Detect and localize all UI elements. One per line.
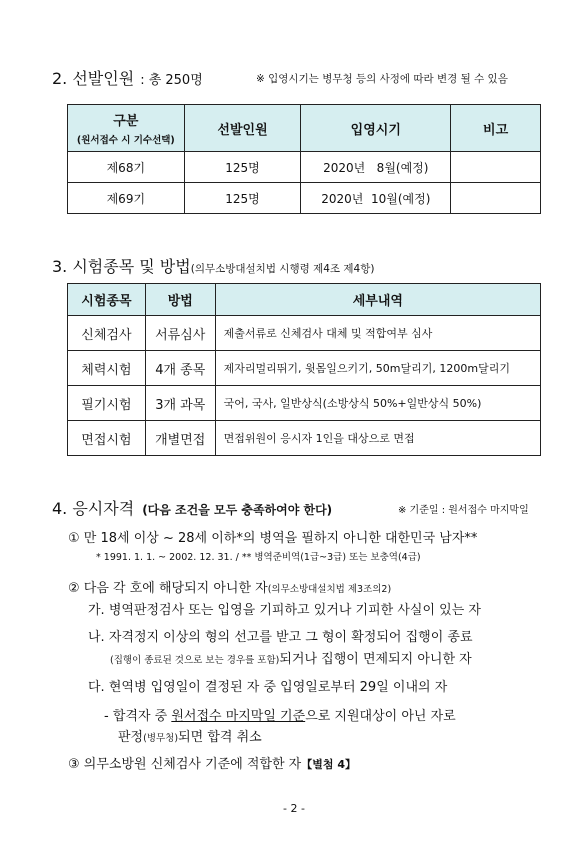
header-exam-type: 시험종목: [68, 284, 146, 316]
requirement-2: [68, 577, 391, 596]
table-header-row: [68, 105, 541, 152]
cell: 제자리멀리뛰기, 윗몸일으키기, 50m달리기, 1200m달리기: [215, 351, 540, 386]
cell: 신체검사: [68, 316, 146, 351]
cell: 체력시험: [68, 351, 146, 386]
header-remarks: 비고: [451, 105, 541, 152]
dash-text-a: - 합격자 중: [104, 709, 172, 724]
cell: 서류심사: [145, 316, 215, 351]
section4-note: ※ 기준일 : 원서접수 마지막일: [398, 505, 529, 516]
table-header-row: [68, 284, 541, 316]
table-row: [68, 152, 541, 183]
exam-table: [67, 283, 541, 456]
requirement-3: [68, 753, 356, 772]
header-details: 세부내역: [215, 284, 540, 316]
dash-text-underlined: 원서접수 마지막일 기준: [171, 709, 306, 724]
table-row: [68, 183, 541, 214]
requirement-2-na-line2: [110, 648, 472, 667]
requirement-1: ① 만 18세 이상 ~ 28세 이하*의 병역을 필하지 아니한 대한민국 남자**: [68, 531, 478, 546]
requirement-2-ga: 가. 병역판정검사 또는 입영을 기피하고 있거나 기피한 사실이 있는 자: [88, 603, 481, 618]
header-enlist-date: 입영시기: [301, 105, 451, 152]
requirement-1-note: * 1991. 1. 1. ~ 2002. 12. 31. / ** 병역준비역(1급~3급) 또는 보충역(4급): [96, 552, 421, 563]
cell: 125명: [184, 183, 301, 214]
dash-note-line1: [104, 705, 456, 724]
cell: 2020년 10월(예정): [301, 183, 451, 214]
dash-text-c: 으로 지원대상이 아닌 자로: [305, 709, 456, 724]
cell: 필기시험: [68, 386, 146, 421]
cell: 125명: [184, 152, 301, 183]
page-number: - 2 -: [283, 802, 305, 815]
requirement-3-text: ③ 의무소방원 신체검사 기준에 적합한 자: [68, 757, 302, 772]
section2-subtitle: : 총 250명: [140, 73, 203, 88]
cell: 4개 종목: [145, 351, 215, 386]
requirement-2-da: 다. 현역병 입영일이 결정된 자 중 입영일로부터 29일 이내의 자: [88, 680, 448, 695]
cell: 제출서류로 신체검사 대체 및 적합여부 심사: [215, 316, 540, 351]
cell: 제69기: [68, 183, 185, 214]
header-category-sub: (원서접수 시 기수선택): [76, 135, 175, 146]
section3-heading: [52, 254, 374, 277]
section3-title: 3. 시험종목 및 방법: [52, 257, 191, 276]
table-row: [68, 386, 541, 421]
selection-table: [67, 104, 541, 214]
dash2-parenthetical: (병무청): [143, 733, 179, 744]
table-row: [68, 351, 541, 386]
cell: 2020년 8월(예정): [301, 152, 451, 183]
dash2-text-a: 판정: [118, 730, 144, 745]
cell: 3개 과목: [145, 386, 215, 421]
cell: 면접시험: [68, 421, 146, 456]
header-count: 선발인원: [184, 105, 301, 152]
section4-title: 4. 응시자격: [52, 499, 135, 518]
section2-note: ※ 입영시기는 병무청 등의 사정에 따라 변경 될 수 있음: [256, 73, 508, 85]
section4-heading: [52, 496, 332, 519]
requirement-2-law: (의무소방대설치법 제3조의2): [267, 584, 392, 595]
header-method: 방법: [145, 284, 215, 316]
section3-subtitle: (의무소방대설치법 시행령 제4조 제4항): [190, 263, 375, 275]
table-row: [68, 316, 541, 351]
dash2-text-c: 되면 합격 취소: [178, 730, 262, 745]
cell: 개별면접: [145, 421, 215, 456]
section4-subtitle: (다음 조건을 모두 충족하여야 한다): [142, 503, 333, 517]
cell: 면접위원이 응시자 1인을 대상으로 면접: [215, 421, 540, 456]
requirement-3-ref: 【별첨 4】: [301, 758, 356, 771]
cell: [451, 152, 541, 183]
section2-title: 2. 선발인원: [52, 69, 135, 88]
cell: 국어, 국사, 일반상식(소방상식 50%+일반상식 50%): [215, 386, 540, 421]
requirement-2-text: ② 다음 각 호에 해당되지 아니한 자: [68, 581, 268, 596]
table-row: [68, 421, 541, 456]
dash-note-line2: [118, 726, 262, 745]
cell: [451, 183, 541, 214]
section2-heading: [52, 66, 203, 89]
cell: 제68기: [68, 152, 185, 183]
requirement-2-na-line1: 나. 자격정지 이상의 형의 선고를 받고 그 형이 확정되어 집행이 종료: [88, 630, 473, 645]
na-text: 되거나 집행이 면제되지 아니한 자: [279, 652, 472, 667]
na-parenthetical: (집행이 종료된 것으로 보는 경우를 포함): [110, 655, 280, 666]
header-category: 구분 (원서접수 시 기수선택): [68, 105, 185, 152]
